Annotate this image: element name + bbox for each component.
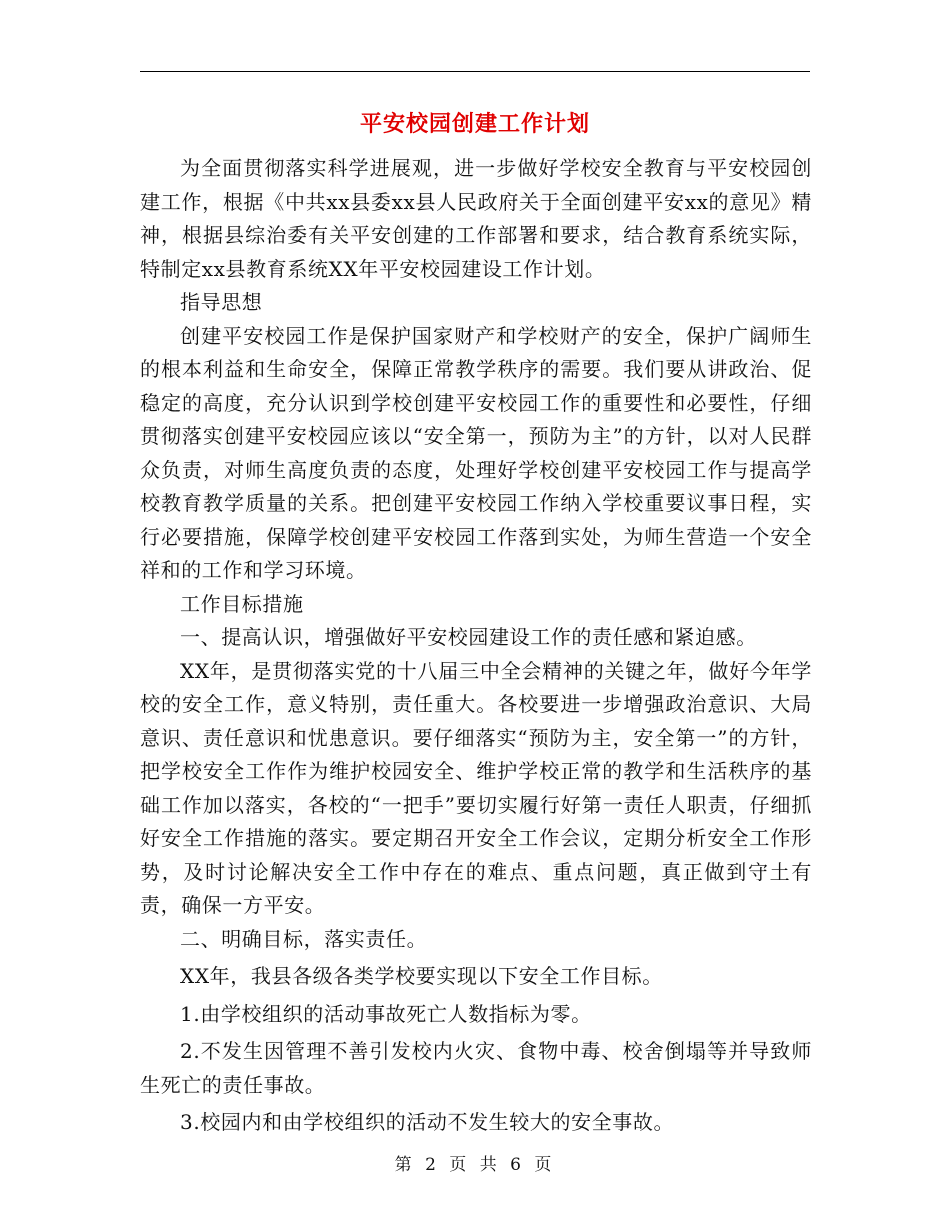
header-rule (140, 71, 810, 72)
section-heading-2: 二、明确目标，落实责任。 (180, 926, 428, 951)
paragraph-intro: 为全面贯彻落实科学进展观，进一步做好学校安全教育与平安校园创建工作，根据《中共xx县委xx县人民政府关于全面创建平安xx的意见》精神，根据县综治委有关平安创建的工作部署和要求，结合教育系统实际，特制定xx县教育系统XX年平安校园建设工作计划。 (140, 156, 812, 281)
page-number-footer: 第 2 页 共 6 页 (394, 1155, 556, 1175)
paragraph-guiding-ideology: 创建平安校园工作是保护国家财产和学校财产的安全，保护广阔师生的根本利益和生命安全，保障正常教学秩序的需要。我们要从讲政治、促稳定的高度，充分认识到学校创建平安校园工作的重要性和必要性，仔细贯彻落实创建平安校园应该以“安全第一，预防为主”的方针，以对人民群众负责，对师生高度负责的态度，处理好学校创建平安校园工作与提高学校教育教学质量的关系。把创建平安校园工作纳入学校重要议事日程，实行必要措施，保障学校创建平安校园工作落到实处，为师生营造一个安全祥和的工作和学习环境。 (140, 323, 812, 582)
list-item-goal-2: 2.不发生因管理不善引发校内火灾、食物中毒、校舍倒塌等并导致师生死亡的责任事故。 (140, 1039, 812, 1097)
heading-goals-measures: 工作目标措施 (180, 591, 304, 616)
heading-guiding-ideology: 指导思想 (180, 290, 263, 314)
document-body (140, 152, 812, 1140)
document-title: 平安校园创建工作计划 (359, 111, 590, 137)
paragraph-section-1: XX年，是贯彻落实党的十八届三中全会精神的关键之年，做好今年学校的安全工作，意义特别，责任重大。各校要进一步增强政治意识、大局意识、责任意识和忧患意识。要仔细落实“预防为主，安全第一”的方针，把学校安全工作作为维护校园安全、维护学校正常的教学和生活秩序的基础工作加以落实，各校的“一把手”要切实履行好第一责任人职责，仔细抓好安全工作措施的落实。要定期召开安全工作会议，定期分析安全工作形势，及时讨论解决安全工作中存在的难点、重点问题，真正做到守土有责，确保一方平安。 (140, 658, 812, 917)
list-item-goal-1: 1.由学校组织的活动事故死亡人数指标为零。 (180, 1001, 592, 1026)
paragraph-section-2: XX年，我县各级各类学校要实现以下安全工作目标。 (180, 964, 663, 988)
list-item-goal-3: 3.校园内和由学校组织的活动不发生较大的安全事故。 (180, 1110, 675, 1134)
section-heading-1: 一、提高认识，增强做好平安校园建设工作的责任感和紧迫感。 (180, 625, 757, 649)
